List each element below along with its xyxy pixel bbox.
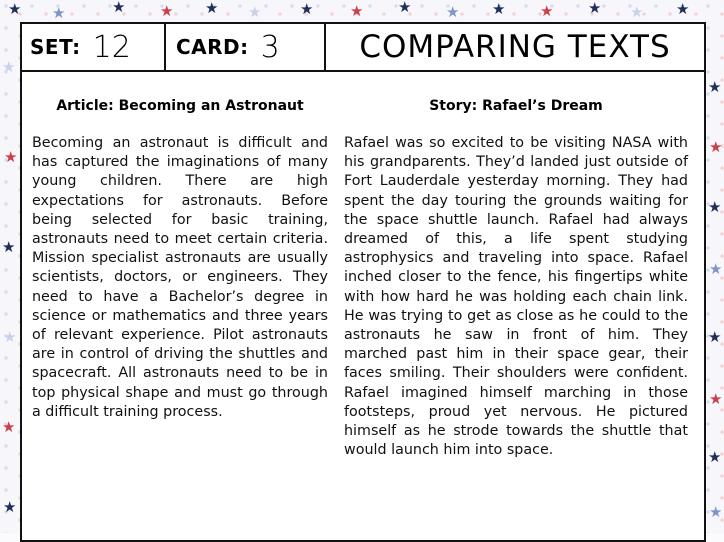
text-columns (22, 72, 704, 460)
star-icon: ★ (630, 3, 644, 21)
star-icon: ★ (709, 138, 723, 156)
star-icon: ★ (300, 0, 314, 18)
star-icon: ★ (160, 2, 174, 20)
star-icon: ★ (350, 2, 364, 20)
star-icon: ★ (492, 0, 506, 18)
set-cell (22, 24, 166, 70)
star-icon: ★ (708, 198, 722, 216)
star-icon: ★ (2, 58, 16, 76)
star-icon: ★ (708, 328, 722, 346)
card-label: CARD: (176, 35, 249, 59)
star-icon: ★ (248, 3, 262, 21)
article-heading: Article: Becoming an Astronaut (56, 98, 304, 114)
set-number: 12 (92, 29, 131, 65)
star-icon: ★ (3, 498, 17, 516)
star-icon: ★ (2, 238, 16, 256)
article-text: Becoming an astronaut is difficult and has captured the imaginations of many young children. There are high expectations for astronauts. Before being selected for basic training, astronauts need to meet certain criteria. Mission specialist astronauts are usually scientists, doctors, or engineers. They need to have a Bachelor’s degree in science or mathematics and three years of relevant experience. Pilot astronauts are in control of driving the shuttles and spacecraft. All astronauts need to be in top physical shape and must go through a difficult training process. (32, 135, 328, 420)
set-label: SET: (30, 35, 81, 59)
star-icon: ★ (8, 0, 22, 18)
story-heading: Story: Rafael’s Dream (429, 98, 603, 114)
star-icon: ★ (446, 3, 460, 21)
star-icon: ★ (709, 503, 723, 521)
star-icon: ★ (4, 148, 18, 166)
task-card (20, 22, 706, 542)
page-title: COMPARING TEXTS (359, 29, 671, 65)
star-icon: ★ (398, 0, 412, 16)
star-icon: ★ (709, 260, 723, 278)
star-icon: ★ (2, 418, 16, 436)
star-icon: ★ (205, 0, 219, 17)
card-cell (166, 24, 326, 70)
star-icon: ★ (112, 0, 126, 16)
star-icon: ★ (708, 448, 722, 466)
star-icon: ★ (588, 0, 602, 17)
star-icon: ★ (540, 2, 554, 20)
star-icon: ★ (708, 78, 722, 96)
article-column (32, 72, 328, 460)
star-icon: ★ (676, 0, 690, 18)
story-text: Rafael was so excited to be visiting NASA with his grandparents. They’d landed just outside of Fort Lauderdale yesterday morning. They had spent the day touring the grounds waiting for the space shuttle launch. Rafael had always dreamed of this, a life spent studying astrophysics and traveling into space. Rafael inched closer to the fence, his fingertips white with how hard he was holding each chain link. He was trying to get as close as he could to the astronauts he saw in front of him. They marched past him in their space gear, their faces smiling. Their shoulders were confident. Rafael imagined himself marching in those footsteps, proud yet nervous. He pictured himself as he strode towards the shuttle that would launch him into space. (344, 135, 688, 459)
title-cell (326, 24, 704, 70)
story-column (344, 72, 688, 460)
card-number: 3 (260, 29, 280, 65)
star-icon: ★ (3, 328, 17, 346)
star-icon: ★ (709, 390, 723, 408)
star-icon: ★ (52, 4, 66, 22)
card-header (22, 24, 704, 72)
